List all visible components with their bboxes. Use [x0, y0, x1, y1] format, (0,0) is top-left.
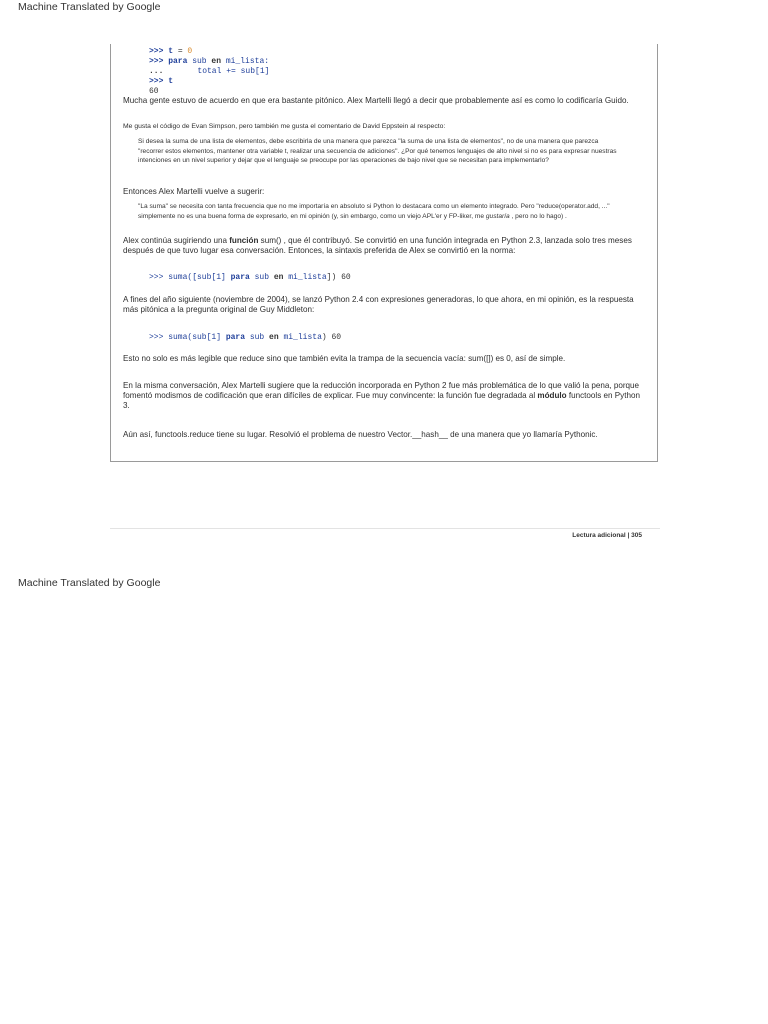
machine-translation-watermark: Machine Translated by Google [18, 577, 161, 589]
page-footer: Lectura adicional | 305 [572, 532, 642, 539]
code-block-sum-loop [149, 47, 645, 97]
code-result: 60 [149, 87, 159, 96]
code-line: >>> t = 0 [149, 47, 193, 56]
paragraph: Mucha gente estuvo de acuerdo en que era bastante pitónico. Alex Martelli llegó a decir que probablemente así es como lo codificaría Guido. [123, 96, 629, 105]
blockquote: Si desea la suma de una lista de elementos, debe escribirla de una manera que parezca "la suma de una lista de elementos", no de una manera que parezca "recorrer estos elementos, mantener otra variable t, realizar una secuencia de adiciones". ¿Por qué tenemos lenguajes de alto nivel si no es para expresar nuestras intenciones en un nivel superior y dejar que el lenguaje se preocupe por las operaciones de bajo nivel que se necesitan para implementarlo? [138, 138, 617, 164]
paragraph: Alex continúa sugiriendo una función sum() , que él contribuyó. Se convirtió en una función integrada en Python 2.3, lanzada solo tres meses después de que tuvo lugar esa conversación. Entonces, la sintaxis preferida de Alex se convirtió en la norma: [123, 236, 632, 255]
code-line: >>> t [149, 77, 174, 86]
paragraph: Esto no solo es más legible que reduce sino que también evita la trampa de la secuencia vacía: sum([]) es 0, así de simple. [123, 354, 566, 363]
paragraph: Aún así, functools.reduce tiene su lugar. Resolvió el problema de nuestro Vector.__hash__ de una manera que yo llamaría Pythonic. [123, 430, 598, 439]
footer-divider [110, 528, 660, 529]
code-block-sum-list: >>> suma([sub[1] para sub en mi_lista]) 60 [149, 273, 351, 282]
blockquote: "La suma" se necesita con tanta frecuencia que no me importaría en absoluto si Python lo destacara como un elemento integrado. Pero "reduce(operator.add, ..." simplemente no es una buena forma de expresarlo, en mi opinión (y, sin embargo, como un viejo APL'er y FP-liker, me gustaría , pero no lo hago) . [138, 203, 610, 220]
paragraph: En la misma conversación, Alex Martelli sugiere que la reducción incorporada en Python 2 fue más problemática de lo que valió la pena, porque fomentó modismos de codificación que eran difíciles de explicar. Fue muy convincente: la función fue degradada al módulo functools en Python 3. [123, 381, 640, 410]
code-line: >>> para sub en mi_lista: [149, 57, 270, 66]
code-block-sum-generator: >>> suma(sub[1] para sub en mi_lista) 60 [149, 333, 342, 342]
paragraph: Me gusta el código de Evan Simpson, pero también me gusta el comentario de David Eppstein al respecto: [123, 123, 446, 130]
paragraph: A fines del año siguiente (noviembre de 2004), se lanzó Python 2.4 con expresiones generadoras, lo que ahora, en mi opinión, es la respuesta más pitónica a la pregunta original de Guy Middleton: [123, 295, 634, 314]
machine-translation-watermark: Machine Translated by Google [18, 1, 161, 13]
page-content-box [110, 44, 658, 462]
paragraph: Entonces Alex Martelli vuelve a sugerir: [123, 187, 265, 196]
code-line: ... total += sub[1] [149, 67, 270, 76]
